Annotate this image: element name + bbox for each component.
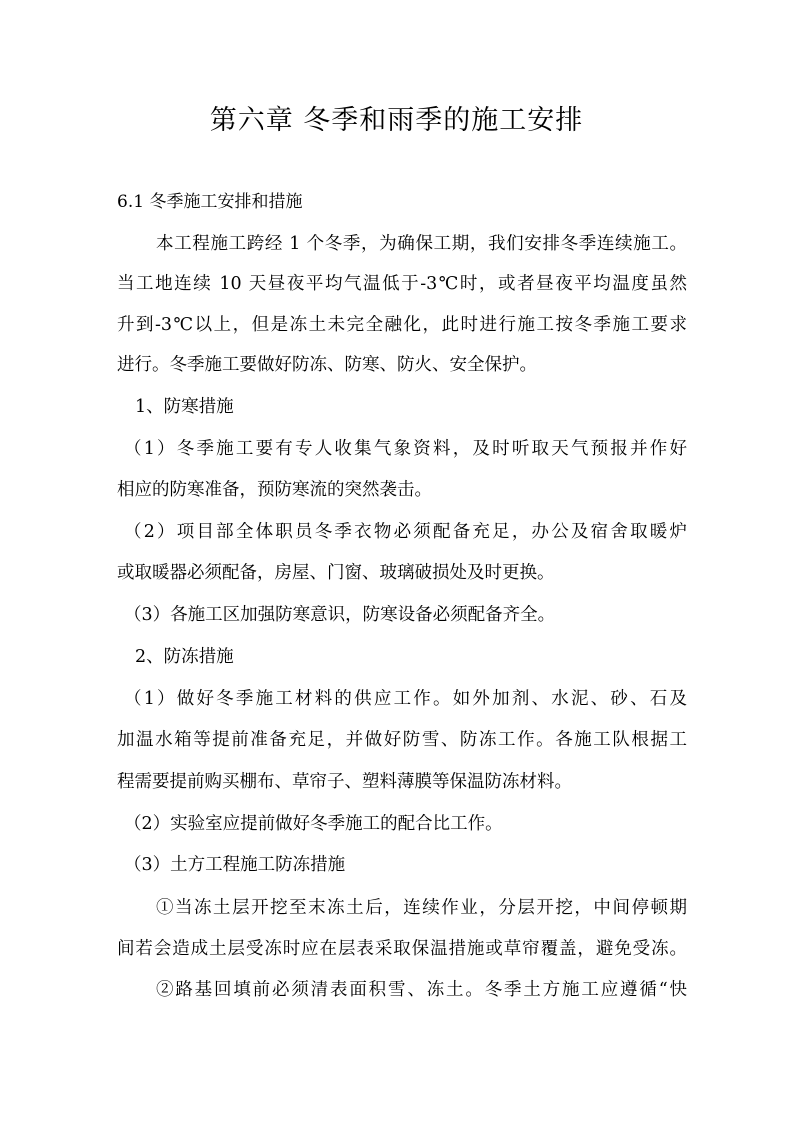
paragraph-line: 当工地连续 10 天昼夜平均气温低于-3℃时，或者昼夜平均温度虽然 [117,274,687,294]
list-item-line: 或取暖器必须配备，房屋、门窗、玻璃破损处及时更换。 [117,563,555,583]
list-item-line: （1）冬季施工要有专人收集气象资料，及时听取天气预报并作好 [124,439,687,459]
list-item-line: 程需要提前购买棚布、草帘子、塑料薄膜等保温防冻材料。 [117,772,572,792]
list-item-line: ②路基回填前必须清表面积雪、冻土。冬季土方施工应遵循“快 [156,980,687,1000]
paragraph-line: 进行。冬季施工要做好防冻、防寒、防火、安全保护。 [117,355,537,375]
chapter-title: 第六章 冬季和雨季的施工安排 [209,105,584,136]
list-item-line: 加温水箱等提前准备充足，并做好防雪、防冻工作。各施工队根据工 [117,730,687,750]
list-item-line: （3）各施工区加强防寒意识，防寒设备必须配备齐全。 [124,605,556,625]
list-item-line: （3）土方工程施工防冻措施 [124,855,346,875]
subsection-heading: 1、防寒措施 [135,397,234,417]
list-item-line: （2）项目部全体职员冬季衣物必须配备充足，办公及宿舍取暖炉 [124,522,687,542]
paragraph-line: 升到-3℃以上，但是冻土未完全融化，此时进行施工按冬季施工要求 [117,315,687,335]
list-item-line: （2）实验室应提前做好冬季施工的配合比工作。 [124,814,503,834]
section-heading: 6.1 冬季施工安排和措施 [117,192,303,212]
paragraph-line: 本工程施工跨经 1 个冬季，为确保工期，我们安排冬季连续施工。 [156,234,687,254]
list-item-line: 间若会造成土层受冻时应在层表采取保温措施或草帘覆盖，避免受冻。 [117,939,687,959]
subsection-heading: 2、防冻措施 [135,647,234,667]
list-item-line: 相应的防寒准备，预防寒流的突然袭击。 [117,480,432,500]
list-item-line: ①当冻土层开挖至末冻土后，连续作业，分层开挖，中间停顿期 [156,898,687,918]
list-item-line: （1）做好冬季施工材料的供应工作。如外加剂、水泥、砂、石及 [124,689,687,709]
